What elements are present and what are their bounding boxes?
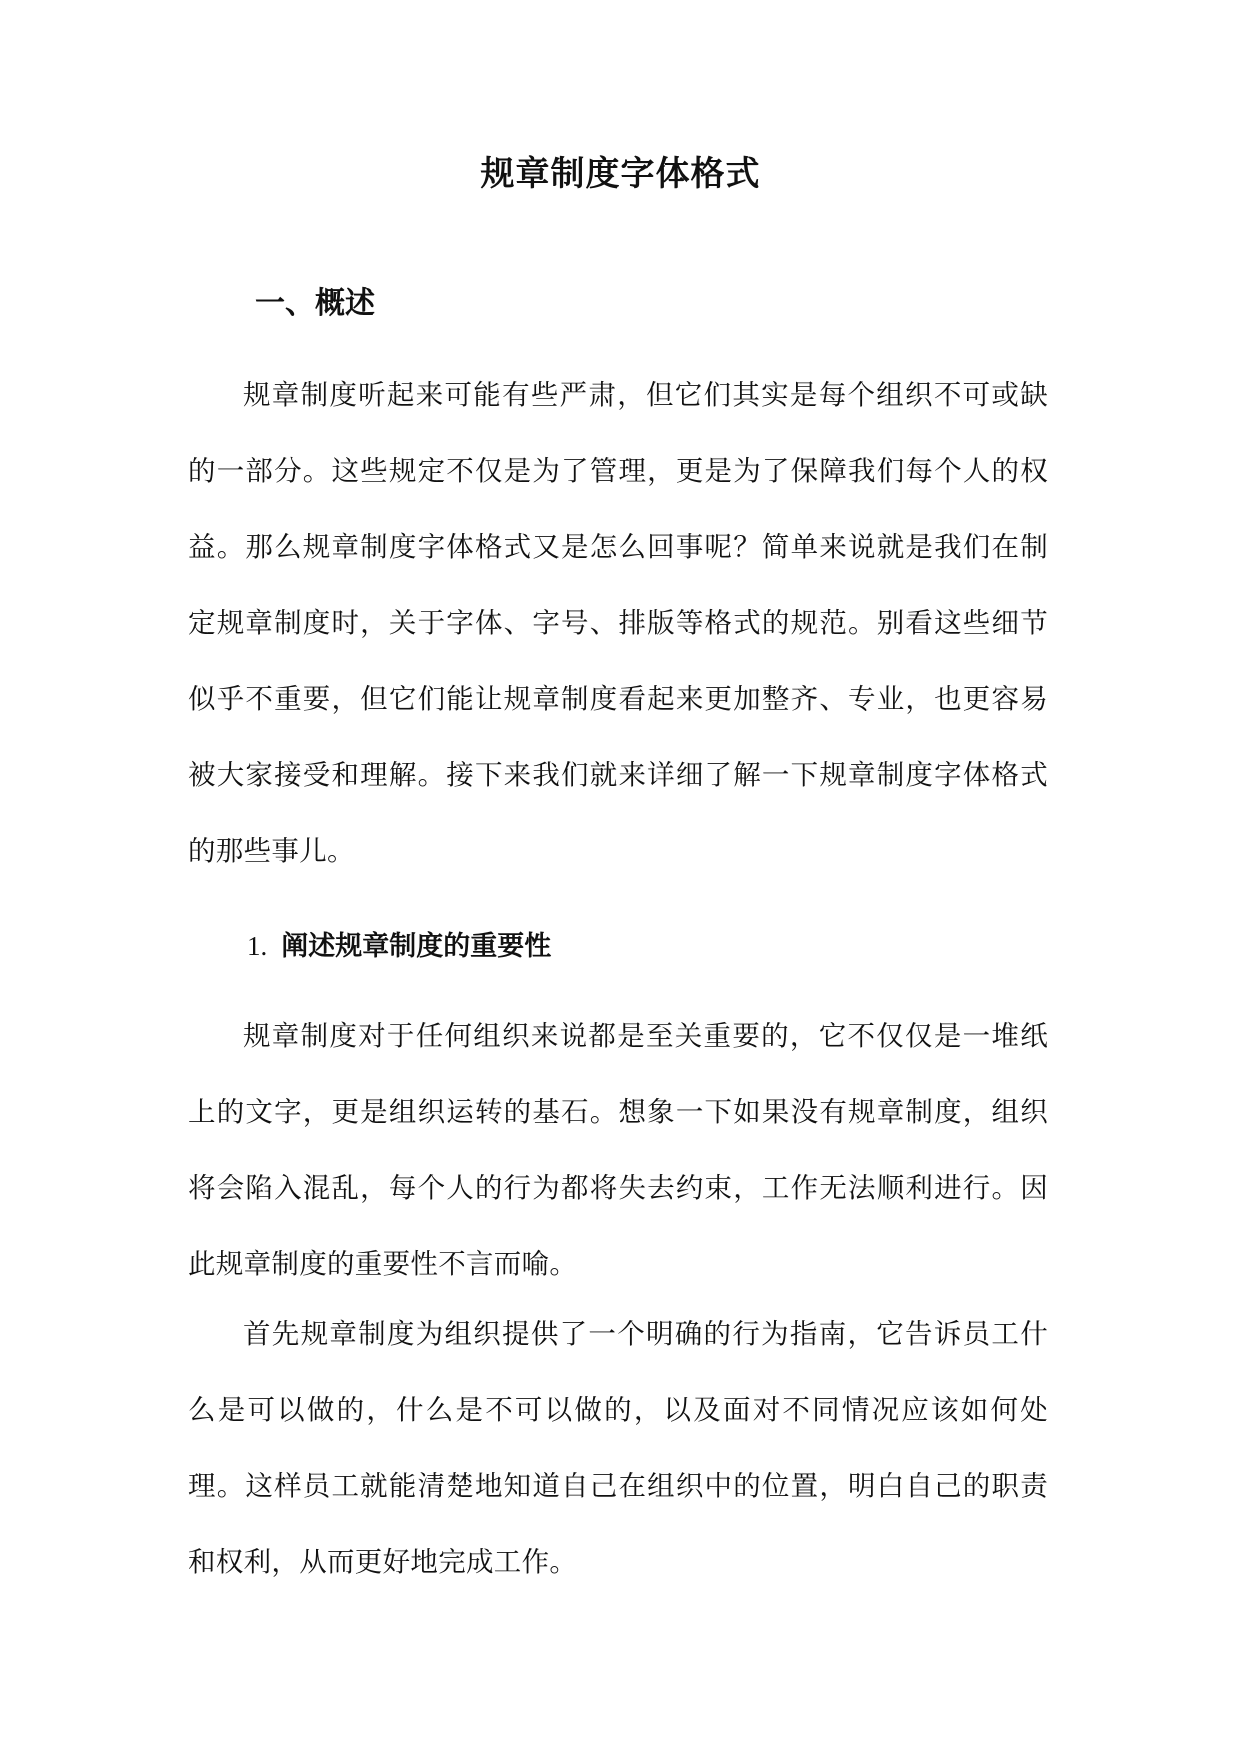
importance-paragraph-1: 规章制度对于任何组织来说都是至关重要的，它不仅仅是一堆纸上的文字，更是组织运转的基石。想象一下如果没有规章制度，组织将会陷入混乱，每个人的行为都将失去约束，工作无法顺利进行。因此规章制度的重要性不言而喻。: [188, 1020, 1048, 1280]
document-title: 规章制度字体格式: [480, 154, 761, 194]
subsection-number: 1.: [247, 931, 268, 961]
importance-paragraph-2: 首先规章制度为组织提供了一个明确的行为指南，它告诉员工什么是可以做的，什么是不可以做的，以及面对不同情况应该如何处理。这样员工就能清楚地知道自己在组织中的位置，明白自己的职责和权利，从而更好地完成工作。: [188, 1318, 1048, 1578]
section-heading-overview: 一、概述: [255, 286, 375, 321]
subsection-heading-text: 阐述规章制度的重要性: [281, 931, 552, 962]
overview-paragraph: 规章制度听起来可能有些严肃，但它们其实是每个组织不可或缺的一部分。这些规定不仅是为了管理，更是为了保障我们每个人的权益。那么规章制度字体格式又是怎么回事呢？简单来说就是我们在制定规章制度时，关于字体、字号、排版等格式的规范。别看这些细节似乎不重要，但它们能让规章制度看起来更加整齐、专业，也更容易被大家接受和理解。接下来我们就来详细了解一下规章制度字体格式的那些事儿。: [188, 379, 1048, 867]
subsection-heading-importance: [247, 926, 551, 967]
